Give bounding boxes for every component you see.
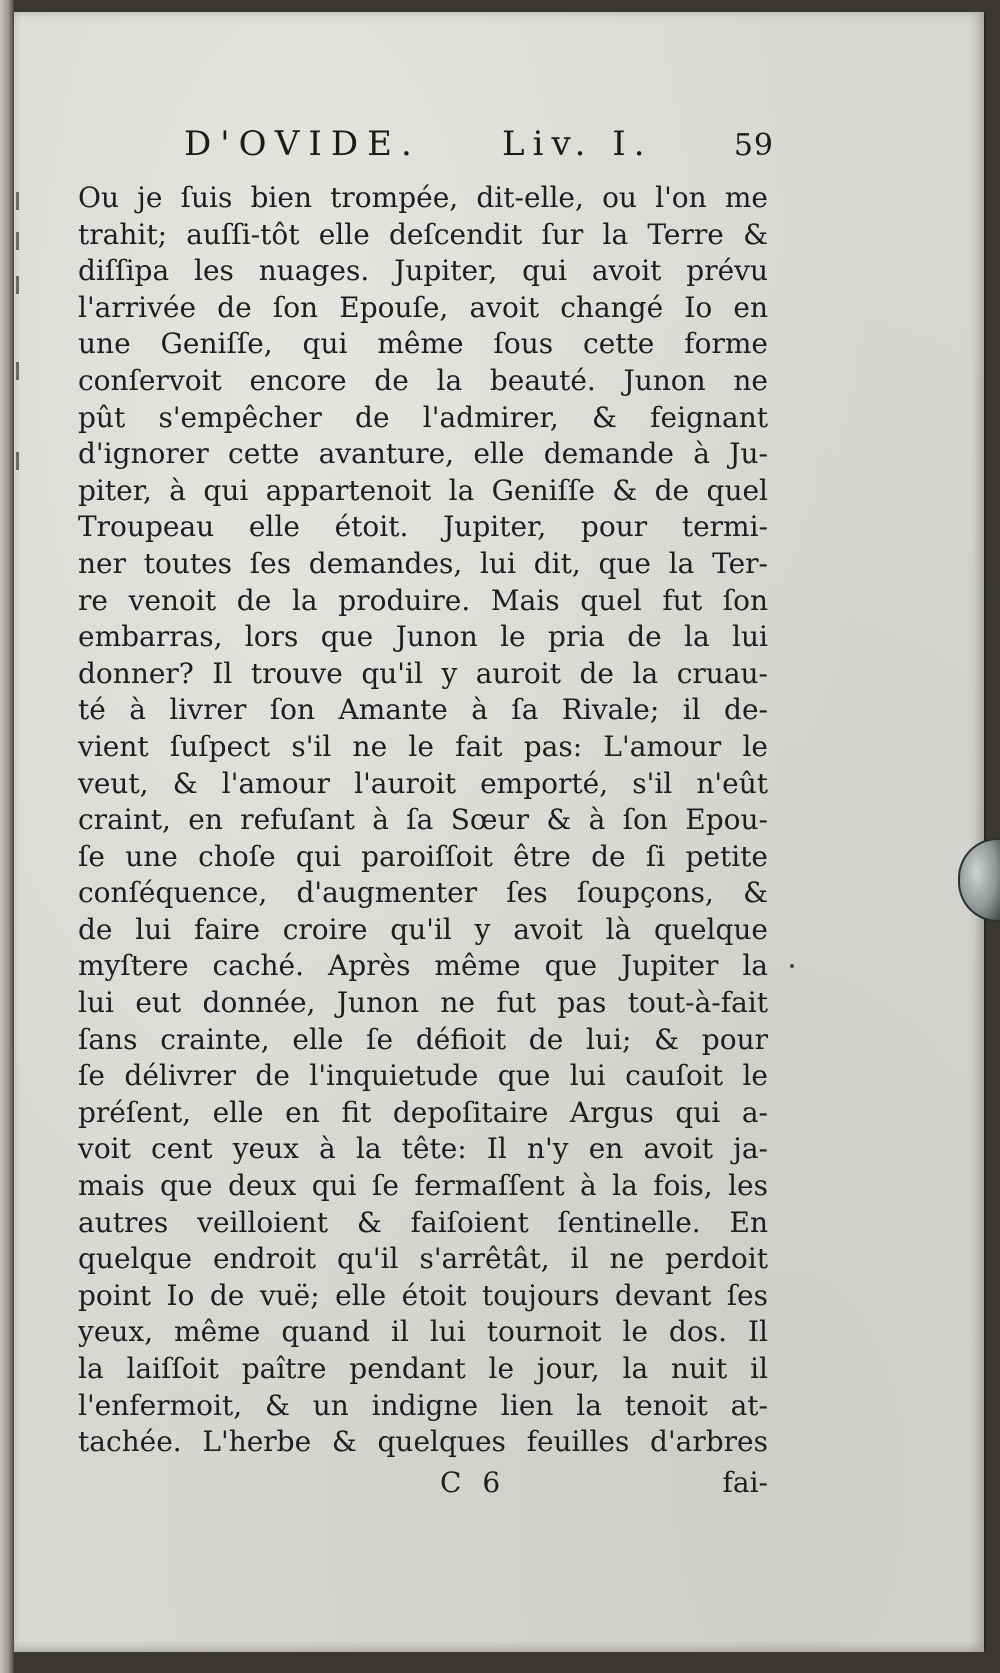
text-line: une Geniſſe, qui même ſous cette forme — [78, 327, 768, 361]
ink-speck — [790, 964, 794, 968]
text-line: vient ſuſpect s'il ne le fait pas: L'amour le — [78, 729, 768, 763]
text-line: pût s'empêcher de l'admirer, & feignant — [78, 400, 768, 434]
text-line: préſent, elle en fit depoſitaire Argus qui a- — [78, 1095, 768, 1129]
text-line: trahit; auſſi-tôt elle deſcendit ſur la Terre & — [78, 217, 768, 251]
gutter-marks — [16, 192, 24, 592]
running-head — [184, 124, 774, 164]
text-line: l'enfermoit, & un indigne lien la tenoit at- — [78, 1388, 768, 1422]
page-footer — [78, 1466, 768, 1504]
text-line: re venoit de la produire. Mais quel fut ſon — [78, 583, 768, 617]
running-head-title: D'OVIDE. — [184, 124, 421, 164]
book-binding-edge — [0, 0, 14, 1673]
text-line: mais que deux qui ſe fermaſſent à la fois, les — [78, 1169, 768, 1203]
text-line: donner? Il trouve qu'il y auroit de la cruau- — [78, 656, 768, 690]
text-line: de lui faire croire qu'il y avoit là quelque — [78, 912, 768, 946]
signature-mark: C 6 — [440, 1466, 507, 1499]
text-line: yeux, même quand il lui tournoit le dos. Il — [78, 1315, 768, 1349]
text-line: conſervoit encore de la beauté. Junon ne — [78, 363, 768, 397]
text-line: l'arrivée de ſon Epouſe, avoit changé Io en — [78, 290, 768, 324]
page-number: 59 — [733, 128, 774, 163]
text-line: ſe une choſe qui paroiſſoit être de ſi petite — [78, 839, 768, 873]
text-line: myſtere caché. Après même que Jupiter la — [78, 949, 768, 983]
text-line: craint, en refuſant à ſa Sœur & à ſon Epou- — [78, 803, 768, 837]
text-line: conſéquence, d'augmenter ſes ſoupçons, & — [78, 876, 768, 910]
text-line: ſe délivrer de l'inquietude que lui cauſoit le — [78, 1059, 768, 1093]
catchword: fai- — [722, 1466, 768, 1499]
text-line: embarras, lors que Junon le pria de la lui — [78, 620, 768, 654]
running-head-book: Liv. I. — [502, 124, 653, 164]
text-line: tachée. L'herbe & quelques feuilles d'arbres — [78, 1425, 768, 1459]
page-sheet — [14, 12, 986, 1652]
text-line: autres veilloient & faiſoient ſentinelle. En — [78, 1205, 768, 1239]
text-line: diſſipa les nuages. Jupiter, qui avoit prévu — [78, 254, 768, 288]
body-text — [78, 180, 768, 1461]
text-line: point Io de vuë; elle étoit toujours devant ſes — [78, 1278, 768, 1312]
text-line: Ou je ſuis bien trompée, dit-elle, ou l'on me — [78, 181, 768, 214]
text-line: Troupeau elle étoit. Jupiter, pour termi- — [78, 510, 768, 544]
text-line: lui eut donnée, Junon ne fut pas tout-à-fait — [78, 986, 768, 1020]
text-line: voit cent yeux à la tête: Il n'y en avoit ja- — [78, 1132, 768, 1166]
text-line: ner toutes ſes demandes, lui dit, que la Ter- — [78, 546, 768, 580]
text-line: d'ignorer cette avanture, elle demande à Ju- — [78, 437, 768, 471]
text-line: la laiſſoit paître pendant le jour, la nuit il — [78, 1352, 768, 1385]
text-line: té à livrer ſon Amante à ſa Rivale; il de- — [78, 693, 768, 727]
text-line: ſans crainte, elle ſe défioit de lui; & pour — [78, 1022, 768, 1056]
text-line: quelque endroit qu'il s'arrêtât, il ne perdoit — [78, 1242, 768, 1276]
text-line: veut, & l'amour l'auroit emporté, s'il n'eût — [78, 766, 768, 800]
text-line: piter, à qui appartenoit la Geniſſe & de quel — [78, 473, 768, 507]
